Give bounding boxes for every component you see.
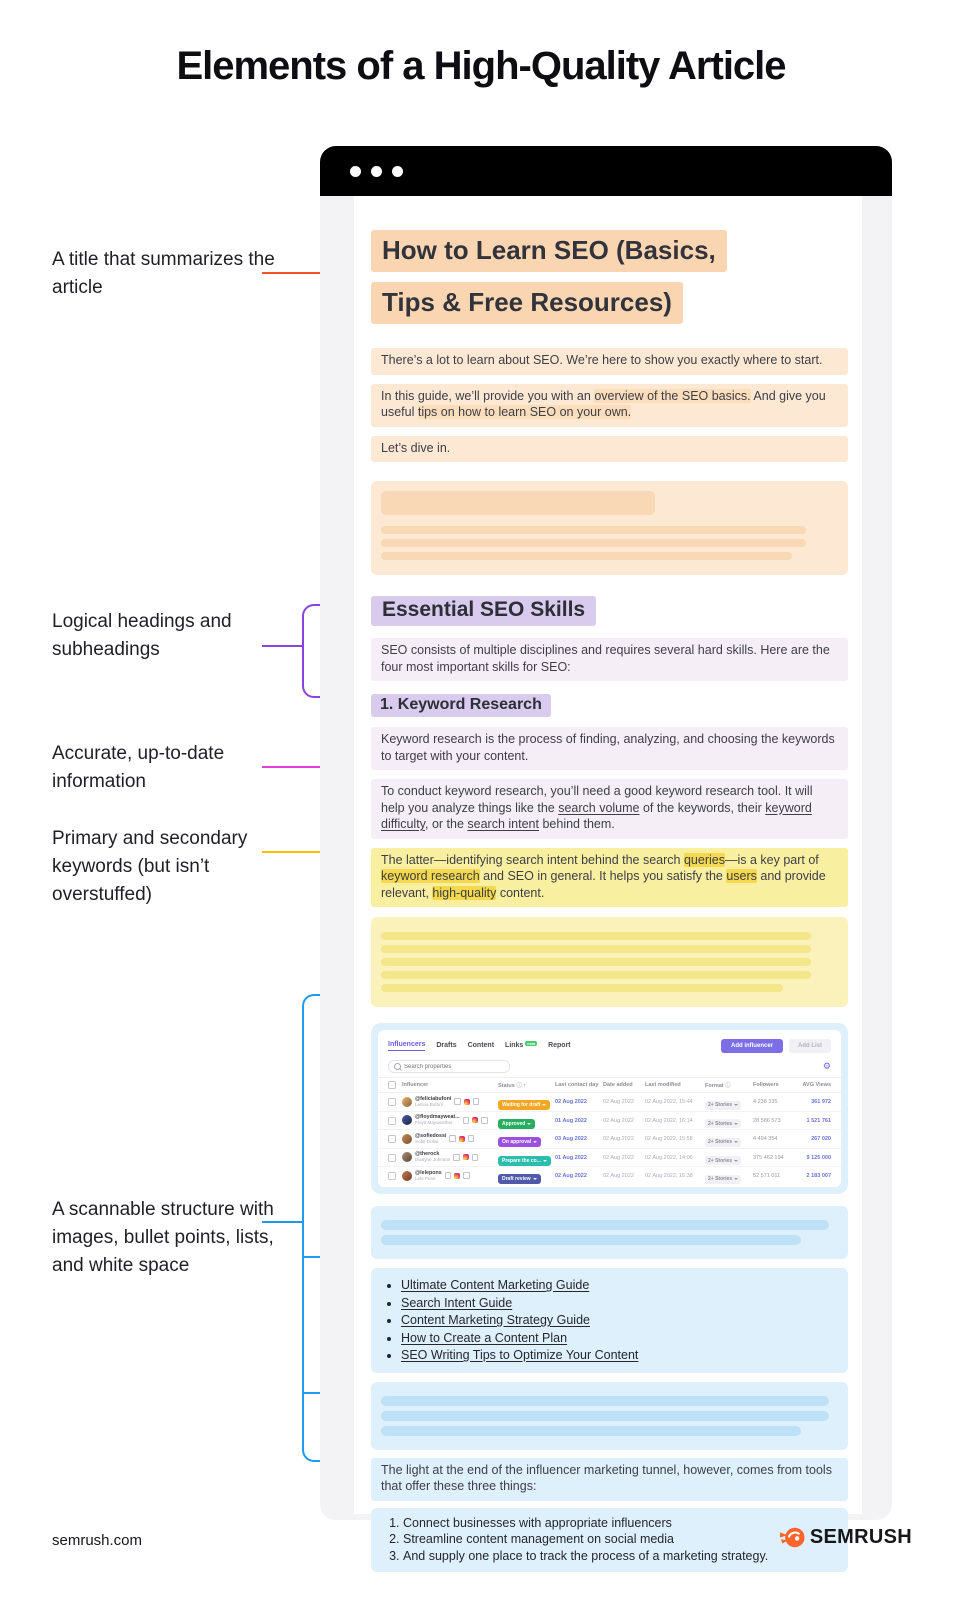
footer-url: semrush.com — [52, 1532, 143, 1549]
keyword-highlight: queries — [683, 852, 725, 867]
status-chip[interactable]: Approved — [498, 1119, 535, 1129]
format-chip[interactable]: 2+ Stories — [705, 1101, 741, 1110]
skeleton-bar — [381, 932, 811, 940]
skeleton-image-block — [371, 481, 848, 575]
row-checkbox[interactable] — [388, 1135, 396, 1143]
article-paragraph: Keyword research is the process of finding, analyzing, and choosing the keywords to target with your content. — [371, 727, 848, 770]
last-contact-cell[interactable]: 03 Aug 2022 — [555, 1136, 587, 1142]
last-contact-cell[interactable]: 01 Aug 2022 — [555, 1117, 587, 1124]
col-format[interactable]: Format ⓘ — [705, 1083, 731, 1089]
info-icon: ⓘ — [725, 1083, 731, 1089]
annotation-accurate-info: Accurate, up-to-date information — [52, 743, 225, 792]
tab-report[interactable]: Report — [548, 1041, 571, 1049]
last-contact-cell[interactable]: 02 Aug 2022 — [555, 1099, 587, 1105]
copy-icon[interactable] — [453, 1154, 460, 1161]
copy-icon[interactable] — [454, 1098, 461, 1105]
status-chip[interactable]: Waiting for draft — [498, 1100, 550, 1110]
annotation-scannable: A scannable structure with images, bullet points, lists, and white space — [52, 1199, 274, 1276]
section-heading: Essential SEO Skills — [371, 596, 596, 626]
instagram-icon[interactable] — [463, 1154, 469, 1160]
copy-icon[interactable] — [472, 1154, 479, 1161]
copy-icon[interactable] — [473, 1098, 480, 1105]
avatar — [402, 1097, 412, 1107]
article-paragraph: The latter—identifying search intent behind the search queries—is a key part of keyword research and SEO in general. It helps you satisfy the users and provide relevant, high-quality content. — [371, 848, 848, 908]
table-row[interactable]: @feliciabufoni Letícia Bufoni Waiting for draft 02 Aug 2022 02 Aug 2022 02 Aug 2022, 15:44 2+ Stories 4 238 335 361 972 — [378, 1093, 841, 1112]
skeleton-bar — [381, 491, 655, 515]
last-contact-cell[interactable]: 01 Aug 2022 — [555, 1154, 587, 1161]
col-last-modified[interactable]: Last modified — [645, 1082, 681, 1088]
instagram-icon[interactable] — [459, 1136, 465, 1142]
article-paragraph: To conduct keyword research, you’ll need a good keyword research tool. It will help you analyze things like the search volume of the keywords, their keyword difficulty, or the search intent behind them. — [371, 779, 848, 839]
skeleton-bar — [381, 984, 783, 992]
skeleton-bar — [381, 1220, 829, 1230]
connector-line-headings — [262, 645, 304, 647]
copy-icon[interactable] — [463, 1172, 470, 1179]
chevron-down-icon — [734, 1123, 738, 1125]
page-title: Elements of a High-Quality Article — [176, 44, 786, 88]
article-paragraph: SEO consists of multiple disciplines and requires several hard skills. Here are the four most important skills for SEO: — [371, 638, 848, 681]
subsection-heading: 1. Keyword Research — [371, 694, 551, 717]
chevron-down-icon — [734, 1104, 738, 1106]
keyword-highlight: keyword research — [381, 869, 480, 883]
gear-icon[interactable]: ⚙ — [822, 1061, 831, 1071]
col-last-contact[interactable]: Last contact day — [555, 1082, 599, 1088]
format-chip[interactable]: 2+ Stories — [705, 1119, 741, 1128]
influencer-table-screenshot — [371, 1023, 848, 1194]
skeleton-bar — [381, 552, 792, 560]
article-paragraph: In this guide, we’ll provide you with an overview of the SEO basics. And give you useful tips on how to learn SEO on your own. — [371, 384, 848, 427]
chevron-down-icon — [734, 1160, 738, 1162]
format-chip[interactable]: 2+ Stories — [705, 1138, 741, 1147]
tab-links[interactable]: Links new — [505, 1041, 536, 1049]
connector-line-scannable — [262, 1221, 304, 1223]
avatar — [402, 1115, 412, 1125]
add-influencer-button[interactable]: Add influencer — [721, 1039, 783, 1053]
avatar — [402, 1171, 412, 1181]
status-chip[interactable]: Draft review — [498, 1174, 541, 1184]
table-tab-bar — [378, 1034, 841, 1057]
table-row[interactable]: @sofiedossi Sofie Dossi On approval 03 Aug 2022 02 Aug 2022 02 Aug 2022, 15:58 2+ Stories 4 494 354 267 020 — [378, 1130, 841, 1149]
skeleton-bar — [381, 1411, 829, 1421]
list-link[interactable]: • SEO Writing Tips to Optimize Your Content — [401, 1347, 838, 1363]
row-checkbox[interactable] — [388, 1098, 396, 1106]
copy-icon[interactable] — [463, 1117, 470, 1124]
skeleton-bar — [381, 526, 806, 534]
article-paragraph: There’s a lot to learn about SEO. We’re here to show you exactly where to start. — [371, 348, 848, 375]
keyword-highlight: high-quality — [432, 885, 497, 900]
semrush-logo — [780, 1526, 912, 1549]
article-title-line-1: How to Learn SEO (Basics, — [371, 230, 727, 272]
instagram-icon[interactable] — [464, 1099, 470, 1105]
copy-icon[interactable] — [468, 1135, 475, 1142]
search-box[interactable] — [388, 1060, 510, 1073]
skeleton-bar — [381, 958, 811, 966]
list-link[interactable]: • Content Marketing Strategy Guide — [401, 1312, 838, 1328]
info-icon: ⓘ — [516, 1083, 522, 1089]
tab-drafts[interactable]: Drafts — [436, 1041, 457, 1049]
last-contact-cell[interactable]: 02 Aug 2022 — [555, 1173, 587, 1179]
skeleton-bar — [381, 1426, 801, 1436]
avatar — [402, 1152, 412, 1162]
row-checkbox[interactable] — [388, 1172, 396, 1180]
col-followers[interactable]: Followers — [753, 1082, 779, 1088]
chevron-down-icon — [543, 1160, 547, 1162]
list-link[interactable]: • How to Create a Content Plan — [401, 1330, 838, 1346]
copy-icon[interactable] — [481, 1117, 488, 1124]
resource-links-list — [371, 1268, 848, 1373]
article-title-line-2: Tips & Free Resources) — [371, 282, 683, 324]
inline-link[interactable]: search volume — [558, 800, 640, 815]
numbered-list — [371, 1508, 848, 1573]
avatar — [402, 1134, 412, 1144]
status-chip[interactable]: On approval — [498, 1137, 541, 1147]
status-chip[interactable]: Prepare the co... — [498, 1156, 551, 1166]
chevron-down-icon — [734, 1178, 738, 1180]
semrush-logo-text: SEMRUSH — [809, 1526, 912, 1548]
table-row[interactable]: @lelepons Lele Pons Draft review 02 Aug 2022 02 Aug 2022 02 Aug 2022, 15:38 2+ Stories 52 571 011 2 183 007 — [378, 1167, 841, 1185]
inline-link[interactable]: search intent — [467, 817, 539, 831]
list-link[interactable]: • Search Intent Guide — [401, 1295, 838, 1311]
semrush-logo-icon — [780, 1526, 805, 1549]
window-dot-icon[interactable] — [392, 166, 403, 177]
table-row[interactable]: @therock Dwayne Johnson Prepare the co... 01 Aug 2022 02 Aug 2022 02 Aug 2022, 14:06 2+ Stories 375 462 194 9 125 000 — [378, 1149, 841, 1168]
skeleton-bar — [381, 945, 811, 953]
skeleton-bar — [381, 1235, 801, 1245]
article-paragraph: The light at the end of the influencer marketing tunnel, however, comes from tools that offer these three things: — [371, 1458, 848, 1501]
tab-content[interactable]: Content — [467, 1041, 495, 1049]
annotation-title: A title that summarizes the article — [52, 249, 275, 298]
chevron-down-icon — [533, 1141, 537, 1143]
tab-influencers[interactable]: Influencers — [388, 1041, 425, 1051]
keyword-highlight: users — [726, 869, 757, 883]
window-dot-icon[interactable] — [371, 166, 382, 177]
instagram-icon[interactable] — [454, 1173, 460, 1179]
numbered-item: 2. Streamline content management on social media — [403, 1532, 838, 1548]
annotation-headings: Logical headings and subheadings — [52, 611, 232, 660]
skeleton-text-block — [371, 1206, 848, 1259]
annotation-keywords: Primary and secondary keywords (but isn’t overstuffed) — [52, 828, 248, 905]
skeleton-bar — [381, 971, 811, 979]
chevron-down-icon — [734, 1141, 738, 1143]
select-all-checkbox[interactable] — [388, 1081, 396, 1089]
links-new-badge: new — [527, 1041, 536, 1046]
row-checkbox[interactable] — [388, 1117, 396, 1125]
copy-icon[interactable] — [449, 1135, 456, 1142]
list-link[interactable]: • Ultimate Content Marketing Guide — [401, 1277, 838, 1293]
article-paragraph: Let’s dive in. — [371, 436, 848, 463]
row-checkbox[interactable] — [388, 1154, 396, 1162]
col-influencer[interactable]: Influencer — [402, 1082, 429, 1088]
table-header-row — [378, 1077, 841, 1093]
skeleton-text-block — [371, 917, 848, 1007]
highlight-phrase: overview of the SEO basics. — [594, 388, 751, 403]
numbered-item: 3. And supply one place to track the process of a marketing strategy. — [403, 1549, 838, 1565]
instagram-icon[interactable] — [472, 1117, 478, 1123]
skeleton-text-block — [371, 1382, 848, 1450]
skeleton-bar — [381, 539, 806, 547]
col-status[interactable]: Status ⓘ ↑ — [498, 1083, 527, 1089]
inline-link[interactable]: keyword difficulty — [381, 800, 812, 831]
add-list-button[interactable]: Add List — [789, 1039, 831, 1053]
format-chip[interactable]: 2+ Stories — [705, 1175, 741, 1184]
chevron-down-icon — [542, 1104, 546, 1106]
window-dot-icon[interactable] — [350, 166, 361, 177]
search-icon — [394, 1063, 401, 1070]
skeleton-bar — [381, 1396, 829, 1406]
format-chip[interactable]: 2+ Stories — [705, 1156, 741, 1165]
chevron-down-icon — [533, 1178, 537, 1180]
search-input[interactable] — [404, 1064, 494, 1070]
chevron-down-icon — [527, 1123, 531, 1125]
sort-asc-icon: ↑ — [523, 1083, 527, 1089]
col-date-added[interactable]: Date added — [603, 1082, 633, 1088]
copy-icon[interactable] — [445, 1172, 452, 1179]
browser-title-bar — [320, 146, 892, 196]
table-toolbar — [378, 1057, 841, 1077]
highlight-phrase: tips on how to learn SEO on your own. — [417, 405, 632, 419]
table-row[interactable]: @floydmayweat... Floyd Mayweather Approved 01 Aug 2022 02 Aug 2022 02 Aug 2022, 16:14 2+ Stories 28 586 573 1 521 761 — [378, 1112, 841, 1131]
numbered-item: 1. Connect businesses with appropriate influencers — [403, 1516, 838, 1532]
col-avg-views[interactable]: AVG Views — [802, 1082, 831, 1088]
